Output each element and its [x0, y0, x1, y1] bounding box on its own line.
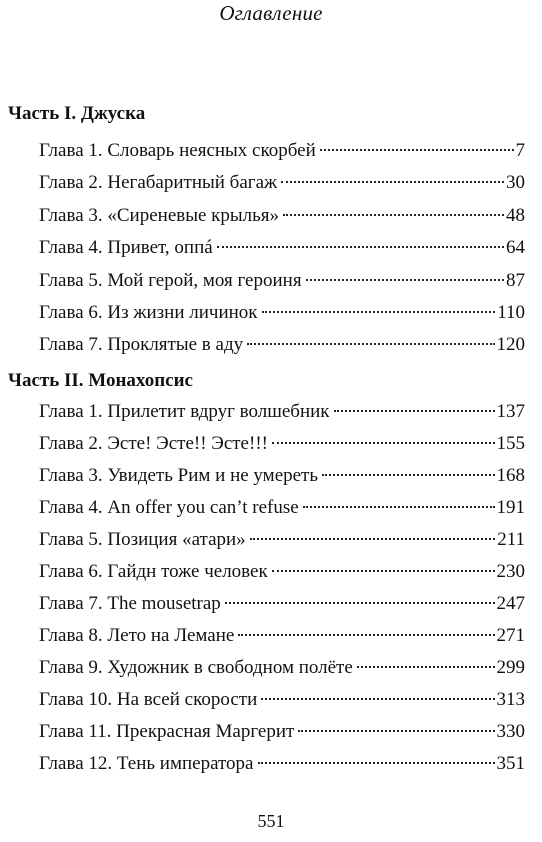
toc-entry — [39, 332, 525, 358]
chapter-page-number: 64 — [506, 237, 525, 259]
toc-entry — [39, 138, 525, 164]
chapter-page-number: 48 — [506, 204, 525, 226]
chapter-title: Глава 12. Тень императора — [39, 753, 254, 774]
dot-leader — [258, 762, 495, 764]
dot-leader — [306, 279, 504, 281]
chapter-page-number: 87 — [506, 269, 525, 291]
chapter-title: Глава 9. Художник в свободном полёте — [39, 657, 353, 678]
chapter-title: Глава 8. Лето на Лемане — [39, 625, 235, 646]
dot-leader — [298, 730, 494, 732]
chapter-page-number: 191 — [496, 497, 525, 518]
toc-entry — [39, 687, 525, 713]
toc-entry — [39, 751, 525, 777]
chapter-title: Глава 3. Увидеть Рим и не умереть — [39, 465, 319, 486]
chapter-title: Глава 10. На всей скорости — [39, 689, 258, 710]
chapter-page-number: 330 — [496, 721, 525, 742]
part-heading: Часть I. Джуска — [8, 103, 146, 124]
chapter-page-number: 168 — [496, 465, 525, 486]
chapter-page-number: 313 — [496, 689, 525, 710]
chapter-title: Глава 1. Словарь неясных скорбей — [39, 140, 316, 161]
toc-entry — [39, 623, 525, 649]
chapter-title: Глава 3. «Сиреневые крылья» — [39, 204, 280, 226]
toc-entry — [39, 591, 525, 617]
dot-leader — [225, 602, 495, 604]
chapter-page-number: 271 — [496, 625, 525, 646]
chapter-page-number: 30 — [506, 172, 525, 194]
dot-leader — [320, 149, 514, 151]
chapter-title: Глава 2. Эсте! Эсте!! Эсте!!! — [39, 433, 268, 454]
chapter-title: Глава 1. Прилетит вдруг волшебник — [39, 401, 330, 422]
dot-leader — [261, 698, 494, 700]
chapter-page-number: 211 — [497, 529, 525, 550]
toc-entry — [39, 235, 525, 261]
toc-entry — [39, 399, 525, 425]
dot-leader — [217, 246, 504, 248]
toc-entry — [39, 559, 525, 585]
chapter-title: Глава 4. Привет, оппá — [39, 237, 213, 259]
chapter-page-number: 137 — [496, 401, 525, 422]
toc-entry — [39, 170, 525, 196]
chapter-title: Глава 7. The mousetrap — [39, 593, 221, 614]
chapter-title: Глава 2. Негабаритный багаж — [39, 172, 278, 194]
chapter-title: Глава 4. An offer you can’t refuse — [39, 497, 299, 518]
chapter-page-number: 247 — [496, 593, 525, 614]
chapter-page-number: 351 — [496, 753, 525, 774]
toc-entry — [39, 431, 525, 457]
dot-leader — [272, 570, 495, 572]
dot-leader — [247, 343, 494, 345]
part-heading: Часть II. Монахопсис — [8, 370, 193, 391]
chapter-page-number: 155 — [496, 433, 525, 454]
dot-leader — [283, 214, 504, 216]
dot-leader — [262, 311, 496, 313]
chapter-page-number: 299 — [496, 657, 525, 678]
toc-entry — [39, 527, 525, 553]
toc-entry — [39, 463, 525, 489]
dot-leader — [303, 506, 495, 508]
chapter-title: Глава 6. Гайдн тоже человек — [39, 561, 268, 582]
chapter-page-number: 230 — [496, 561, 525, 582]
page-title: Оглавление — [219, 1, 323, 25]
page-number: 551 — [257, 811, 285, 831]
chapter-title: Глава 11. Прекрасная Маргерит — [39, 721, 295, 742]
toc-entry — [39, 300, 525, 326]
dot-leader — [250, 538, 496, 540]
dot-leader — [322, 474, 494, 476]
chapter-title: Глава 5. Мой герой, моя героиня — [39, 269, 302, 291]
dot-leader — [334, 410, 495, 412]
chapter-page-number: 120 — [496, 334, 525, 356]
dot-leader — [272, 442, 495, 444]
chapter-page-number: 110 — [497, 302, 525, 323]
chapter-page-number: 7 — [515, 140, 525, 161]
toc-entry — [39, 203, 525, 229]
toc-entry — [39, 495, 525, 521]
toc-entry — [39, 719, 525, 745]
toc-entry — [39, 655, 525, 681]
chapter-title: Глава 6. Из жизни личинок — [39, 302, 258, 323]
toc-entry — [39, 268, 525, 294]
chapter-title: Глава 5. Позиция «атари» — [39, 529, 246, 550]
dot-leader — [357, 666, 495, 668]
chapter-title: Глава 7. Проклятые в аду — [39, 334, 244, 356]
dot-leader — [238, 634, 494, 636]
dot-leader — [281, 181, 504, 183]
